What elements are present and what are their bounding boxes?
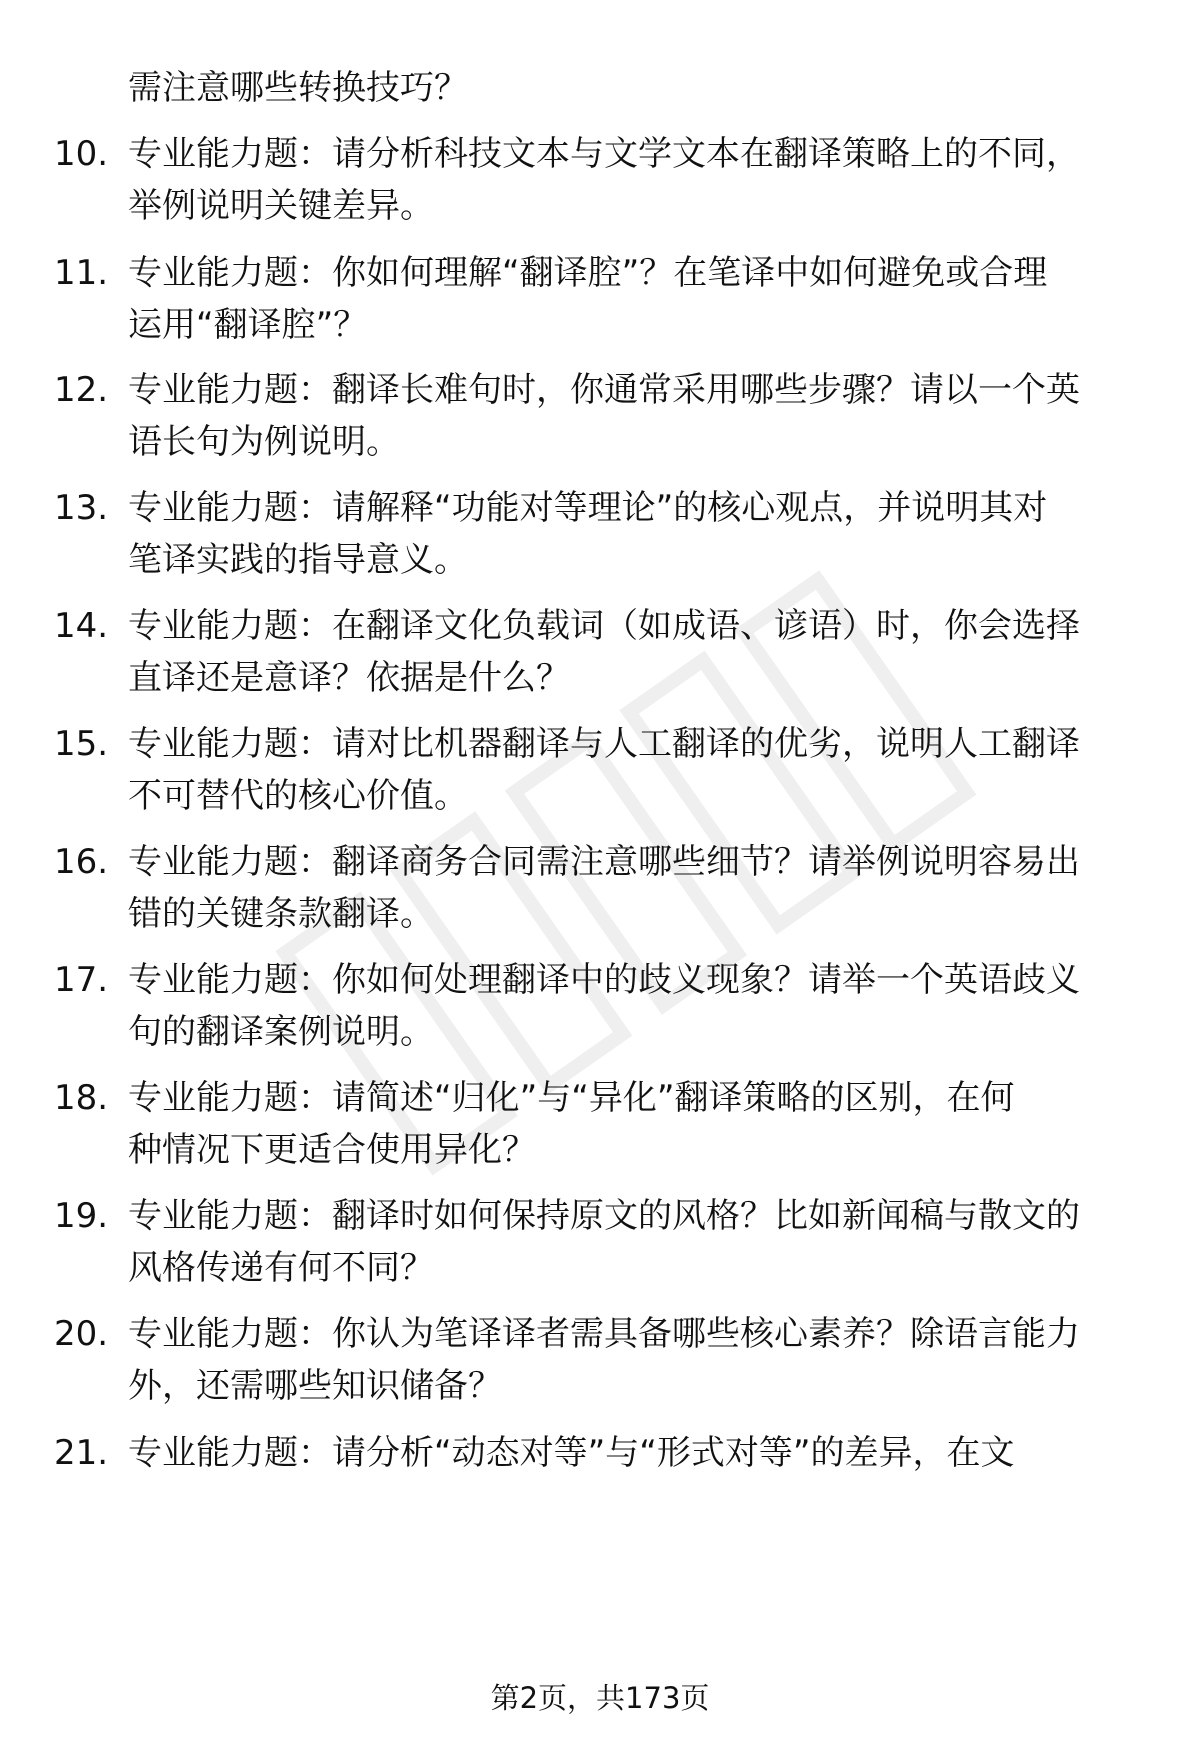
item-text-line-2: 笔译实践的指导意义。 [128,540,468,580]
item-text-line-1: 专业能力题：翻译长难句时，你通常采用哪些步骤？请以一个英 [128,370,1080,410]
item-text-line-2: 直译还是意译？依据是什么？ [128,658,570,698]
item-text-line-2: 运用“翻译腔”？ [128,305,368,345]
item-text-line-2: 语长句为例说明。 [128,422,400,462]
item-text-line-2: 不可替代的核心价值。 [128,776,468,816]
item-number: 10. [54,134,109,174]
item-text-line-1: 专业能力题：你认为笔译译者需具备哪些核心素养？除语言能力 [128,1314,1080,1354]
item-number: 12. [54,370,109,410]
continuation-line: 需注意哪些转换技巧？ [128,68,468,108]
page-footer: 第2页，共173页 [490,1681,710,1715]
item-number: 21. [54,1433,109,1473]
item-text-line-1: 专业能力题：在翻译文化负载词（如成语、谚语）时，你会选择 [128,606,1080,646]
item-number: 11. [54,253,109,293]
item-number: 16. [54,842,109,882]
item-text-line-2: 风格传递有何不同？ [128,1248,434,1288]
item-text-line-2: 种情况下更适合使用异化？ [128,1130,536,1170]
item-text-line-2: 举例说明关键差异。 [128,186,434,226]
item-number: 20. [54,1314,109,1354]
item-number: 19. [54,1196,109,1236]
item-text-line-1: 专业能力题：请分析“动态对等”与“形式对等”的差异，在文 [128,1433,1015,1473]
item-text-line-1: 专业能力题：翻译商务合同需注意哪些细节？请举例说明容易出 [128,842,1080,882]
item-text-line-1: 专业能力题：请分析科技文本与文学文本在翻译策略上的不同， [128,134,1080,174]
item-number: 13. [54,488,109,528]
item-text-line-1: 专业能力题：翻译时如何保持原文的风格？比如新闻稿与散文的 [128,1196,1080,1236]
item-text-line-1: 专业能力题：请解释“功能对等理论”的核心观点，并说明其对 [128,488,1048,528]
item-text-line-1: 专业能力题：请简述“归化”与“异化”翻译策略的区别，在何 [128,1078,1015,1118]
item-text-line-1: 专业能力题：你如何处理翻译中的歧义现象？请举一个英语歧义 [128,960,1080,1000]
item-number: 18. [54,1078,109,1118]
item-text-line-2: 句的翻译案例说明。 [128,1012,434,1052]
item-text-line-2: 错的关键条款翻译。 [128,894,434,934]
item-number: 17. [54,960,109,1000]
item-text-line-2: 外，还需哪些知识储备？ [128,1366,502,1406]
item-number: 15. [54,724,109,764]
item-number: 14. [54,606,109,646]
item-text-line-1: 专业能力题：你如何理解“翻译腔”？在笔译中如何避免或合理 [128,253,1048,293]
item-text-line-1: 专业能力题：请对比机器翻译与人工翻译的优劣，说明人工翻译 [128,724,1080,764]
